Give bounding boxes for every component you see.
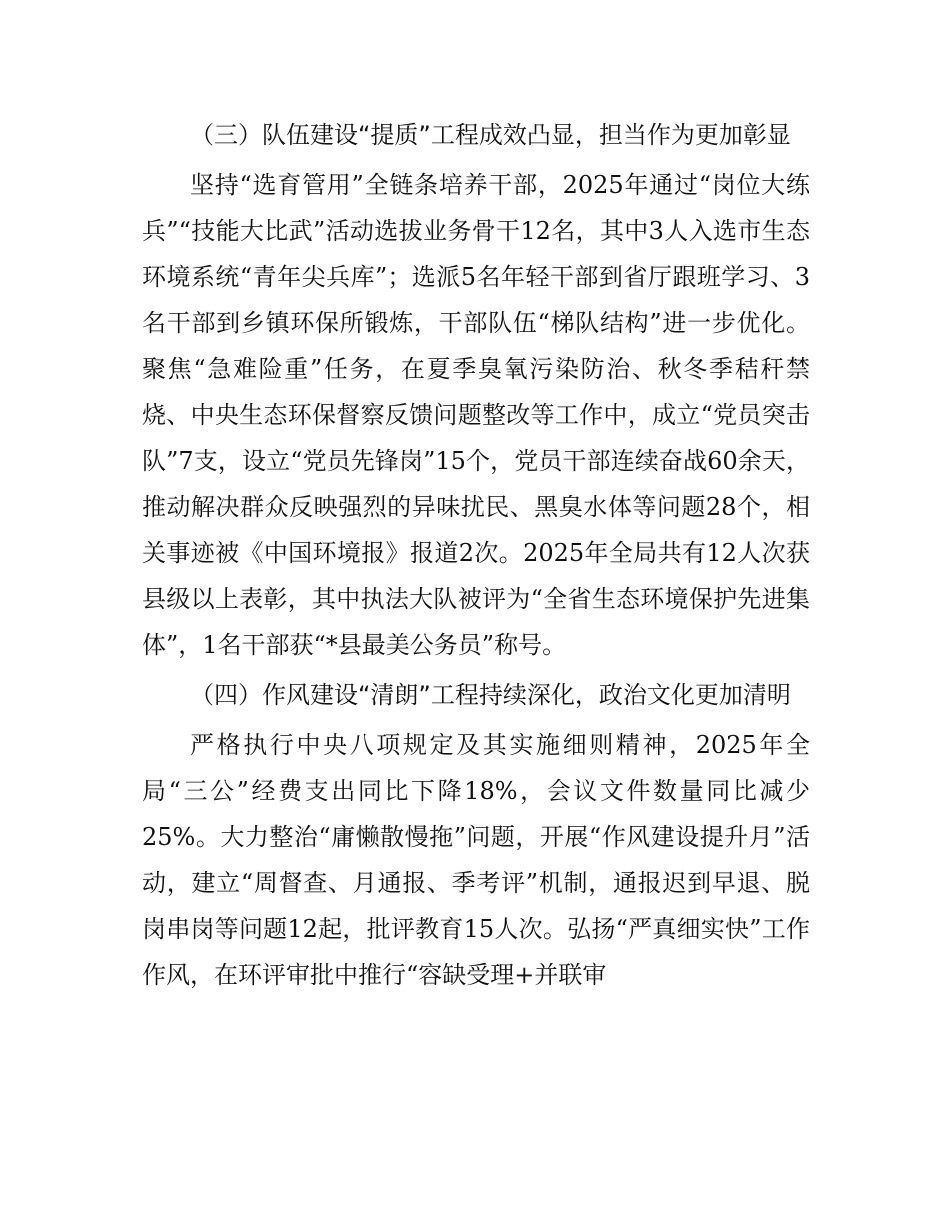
section-heading-4: （四）作风建设“清朗”工程持续深化，政治文化更加清明 <box>190 681 791 709</box>
section-paragraph-3: 坚持“选育管用”全链条培养干部，2025年通过“岗位大练兵”“技能大比武”活动选拔业务骨干12名，其中3人入选市生态环境系统“青年尖兵库”；选派5名年轻干部到省厅跟班学习、3名干部到乡镇环保所锻炼，干部队伍“梯队结构”进一步优化。聚焦“急难险重”任务，在夏季臭氧污染防治、秋冬季秸秆禁烧、中央生态环保督察反馈问题整改等工作中，成立“党员突击队”7支，设立“党员先锋岗”15个，党员干部连续奋战60余天，推动解决群众反映强烈的异味扰民、黑臭水体等问题28个，相关事迹被《中国环境报》报道2次。2025年全局共有12人次获县级以上表彰，其中执法大队被评为“全省生态环境保护先进集体”，1名干部获“*县最美公务员”称号。 <box>142 171 810 659</box>
section-paragraph-4: 严格执行中央八项规定及其实施细则精神，2025年全局“三公”经费支出同比下降18%，会议文件数量同比减少25%。大力整治“庸懒散慢拖”问题，开展“作风建设提升月”活动，建立“周督查、月通报、季考评”机制，通报迟到早退、脱岗串岗等问题12起，批评教育15人次。弘扬“严真细实快”工作作风，在环评审批中推行“容缺受理+并联审 <box>142 731 810 989</box>
document-body <box>142 112 810 1002</box>
section-heading-3: （三）队伍建设“提质”工程成效凸显，担当作为更加彰显 <box>190 121 791 149</box>
